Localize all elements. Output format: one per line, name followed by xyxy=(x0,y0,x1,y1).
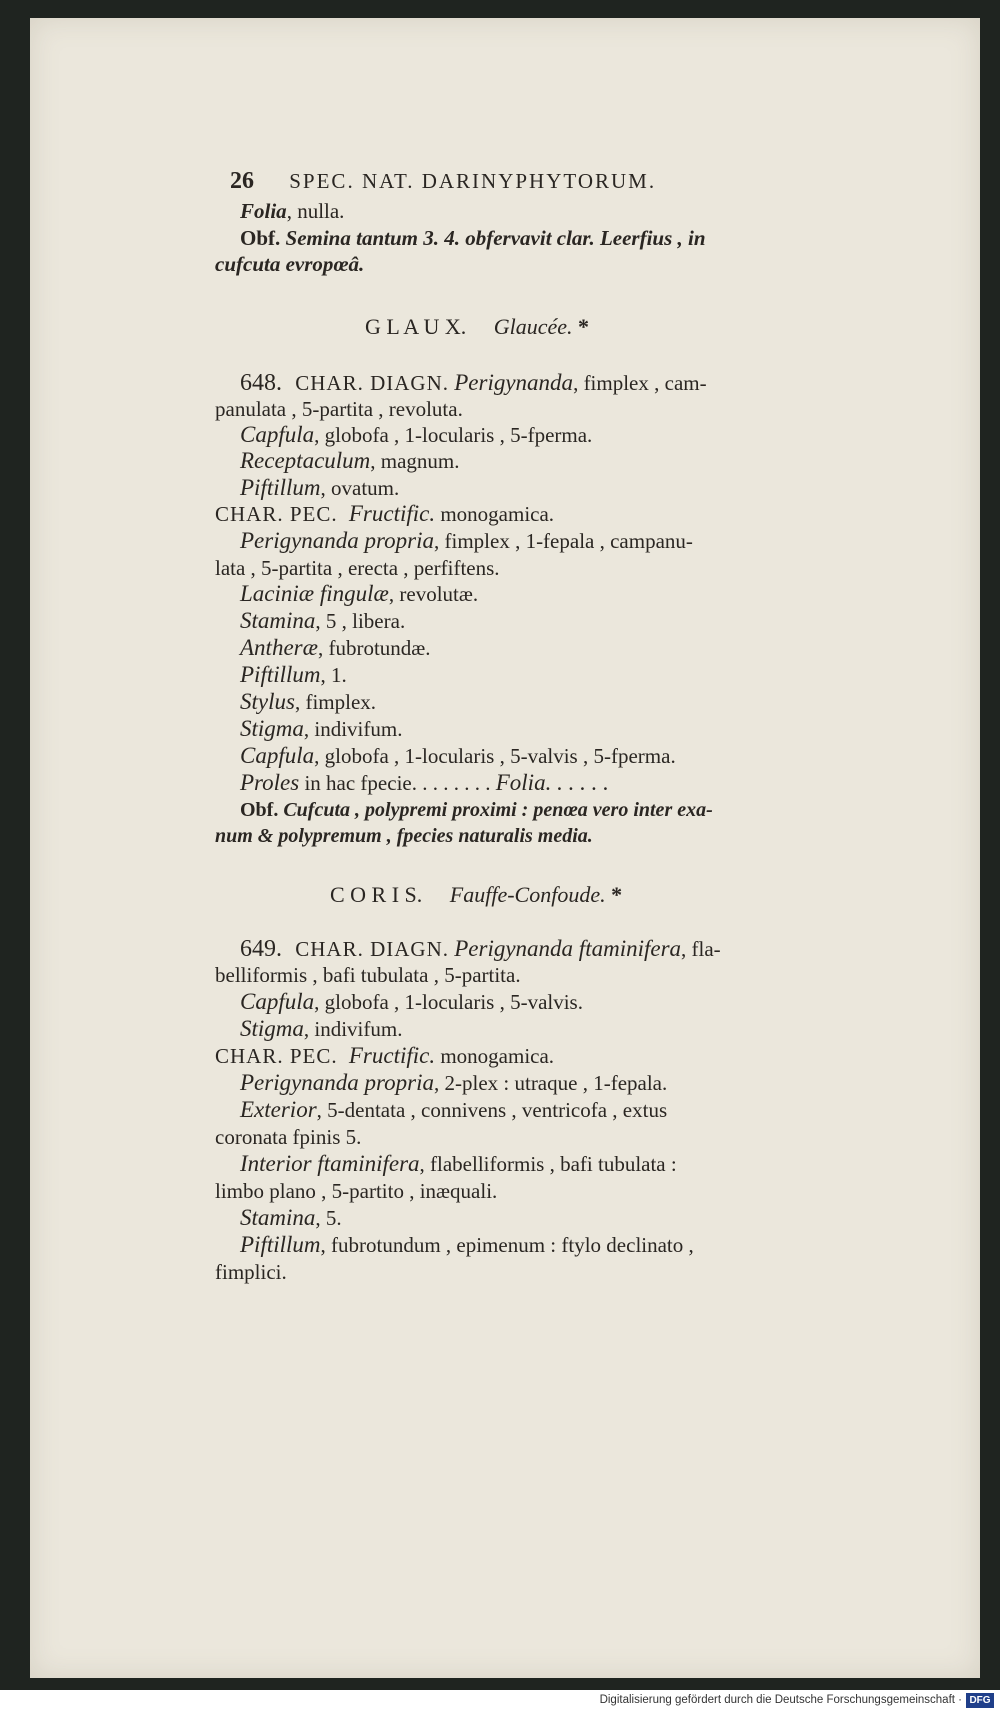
obs-text: Semina tantum 3. 4. obfervavit clar. Leerfius , in xyxy=(285,226,706,250)
term: Perigynanda propria xyxy=(240,528,434,553)
text: , 2-plex : utraque , 1-fepala. xyxy=(434,1071,668,1095)
term: Receptaculum xyxy=(240,448,371,473)
term: Proles xyxy=(240,770,300,795)
running-header xyxy=(230,168,656,194)
term: Exterior xyxy=(240,1097,317,1122)
term: Piftillum xyxy=(240,1232,321,1257)
text: monogamica. xyxy=(440,1044,555,1068)
char-diagn-648 xyxy=(240,370,707,396)
text-line: belliformis , bafi tubulata , 5-partita. xyxy=(215,963,521,987)
term: Piftillum xyxy=(240,662,321,687)
stylus-line xyxy=(240,689,376,715)
text-line: coronata fpinis 5. xyxy=(215,1125,362,1149)
obs-label: Obf. xyxy=(240,799,279,821)
genus-name: G L A U X. xyxy=(365,314,467,339)
genus-name: C O R I S. xyxy=(330,882,423,907)
char-pec-line-coris xyxy=(215,1043,554,1069)
char-label: CHAR. PEC. xyxy=(215,502,338,526)
pistillum-line xyxy=(240,475,399,501)
folia-text: , nulla. xyxy=(286,199,345,223)
term: Piftillum xyxy=(240,475,321,500)
obs-text-cont: cufcuta evropœâ. xyxy=(215,252,365,276)
text-line: panulata , 5-partita , revoluta. xyxy=(215,397,463,421)
capsula-line-coris xyxy=(240,989,583,1015)
term: Stigma xyxy=(240,716,304,741)
term: Perigynanda ftaminifera xyxy=(454,936,682,961)
term: Perigynanda xyxy=(454,370,574,395)
term: Antheræ xyxy=(240,635,318,660)
text: , indivifum. xyxy=(303,1017,403,1041)
perigynanda-line-coris xyxy=(240,1070,667,1096)
term: Stamina xyxy=(240,608,316,633)
capsula-line-2 xyxy=(240,743,676,769)
genus-heading-glaux xyxy=(365,314,589,340)
obs-text-cont: num & polypremum , fpecies naturalis media. xyxy=(215,825,593,847)
entry-number: 648. xyxy=(240,370,282,396)
term: Stamina xyxy=(240,1205,316,1230)
footer-bar xyxy=(0,1690,1000,1713)
term: Capfula xyxy=(240,422,315,447)
term: Capfula xyxy=(240,743,315,768)
text: , ovatum. xyxy=(320,476,400,500)
folia-term: Folia. . . . . . xyxy=(495,770,609,795)
text: , 5. xyxy=(315,1206,342,1230)
char-label: CHAR. DIAGN. xyxy=(295,371,449,395)
text: , fimplex , 1-fepala , campanu- xyxy=(434,529,693,553)
text: , flabelliformis , bafi tubulata : xyxy=(419,1152,677,1176)
text: monogamica. xyxy=(440,502,555,526)
folia-line xyxy=(240,198,344,224)
text: , 1. xyxy=(320,663,347,687)
pistillum-line-2 xyxy=(240,662,347,688)
antherae-line xyxy=(240,635,431,661)
perigynanda-line xyxy=(240,528,693,554)
text: , revolutæ. xyxy=(388,582,479,606)
term: Fructific. xyxy=(348,501,436,526)
obs-label: Obf. xyxy=(240,226,281,250)
folia-term: Folia xyxy=(240,199,287,223)
text: , globofa , 1-locularis , 5-valvis , 5-fperma. xyxy=(314,744,676,768)
text: , fimplex , cam- xyxy=(573,371,707,395)
glaux-obs-line-1 xyxy=(240,797,713,823)
glaux-obs-line-2 xyxy=(215,823,593,849)
text: , globofa , 1-locularis , 5-fperma. xyxy=(314,423,593,447)
term: Fructific. xyxy=(348,1043,436,1068)
exterior-line xyxy=(240,1097,667,1123)
asterisk-mark: * xyxy=(611,882,623,907)
stamina-line xyxy=(240,608,405,634)
running-title: SPEC. NAT. DARINYPHYTORUM. xyxy=(289,169,657,193)
stigma-line xyxy=(240,716,402,742)
text: , magnum. xyxy=(370,449,460,473)
term: Stylus xyxy=(240,689,295,714)
text: , 5-dentata , connivens , ventricofa , extus xyxy=(316,1098,668,1122)
text: , fubrotundæ. xyxy=(317,636,431,660)
capsula-line xyxy=(240,422,592,448)
term: Interior ftaminifera xyxy=(240,1151,420,1176)
page-number: 26 xyxy=(230,168,254,194)
asterisk-mark: * xyxy=(578,314,590,339)
text: , fubrotundum , epimenum : ftylo declinato , xyxy=(320,1233,694,1257)
interior-line xyxy=(240,1151,677,1177)
pistillum-line-coris xyxy=(240,1232,694,1258)
char-label: CHAR. DIAGN. xyxy=(295,937,449,961)
term: Capfula xyxy=(240,989,315,1014)
receptaculum-line xyxy=(240,448,460,474)
term: Perigynanda propria xyxy=(240,1070,434,1095)
proles-line xyxy=(240,770,609,796)
prev-obs-line-1 xyxy=(240,225,706,251)
text: , globofa , 1-locularis , 5-valvis. xyxy=(314,990,583,1014)
term: Stigma xyxy=(240,1016,304,1041)
stamina-line-coris xyxy=(240,1205,342,1231)
genus-french-name: Glaucée. xyxy=(493,314,573,339)
obs-text: Cufcuta , polypremi proximi : penœa vero inter exa- xyxy=(283,799,713,821)
prev-obs-line-2 xyxy=(215,251,364,277)
text-line: lata , 5-partita , erecta , perfiftens. xyxy=(215,556,500,580)
term: Laciniæ fingulæ xyxy=(240,581,389,606)
char-diagn-649 xyxy=(240,936,721,962)
text: , 5 , libera. xyxy=(315,609,406,633)
text: , fimplex. xyxy=(294,690,377,714)
dfg-logo-icon: DFG xyxy=(966,1693,994,1708)
genus-heading-coris xyxy=(330,882,622,908)
book-page xyxy=(30,18,980,1678)
entry-number: 649. xyxy=(240,936,282,962)
text: , indivifum. xyxy=(303,717,403,741)
laciniae-line xyxy=(240,581,478,607)
genus-french-name: Fauffe-Confoude. xyxy=(449,882,606,907)
text: , fla- xyxy=(681,937,721,961)
stigma-line-coris xyxy=(240,1016,402,1042)
text: in hac fpecie. . . . . . . . xyxy=(304,771,491,795)
char-label: CHAR. PEC. xyxy=(215,1044,338,1068)
digitization-credit: Digitalisierung gefördert durch die Deutsche Forschungsgemeinschaft · xyxy=(599,1694,962,1706)
text-line: limbo plano , 5-partito , inæquali. xyxy=(215,1179,498,1203)
text-line: fimplici. xyxy=(215,1260,287,1284)
char-pec-line xyxy=(215,501,554,527)
